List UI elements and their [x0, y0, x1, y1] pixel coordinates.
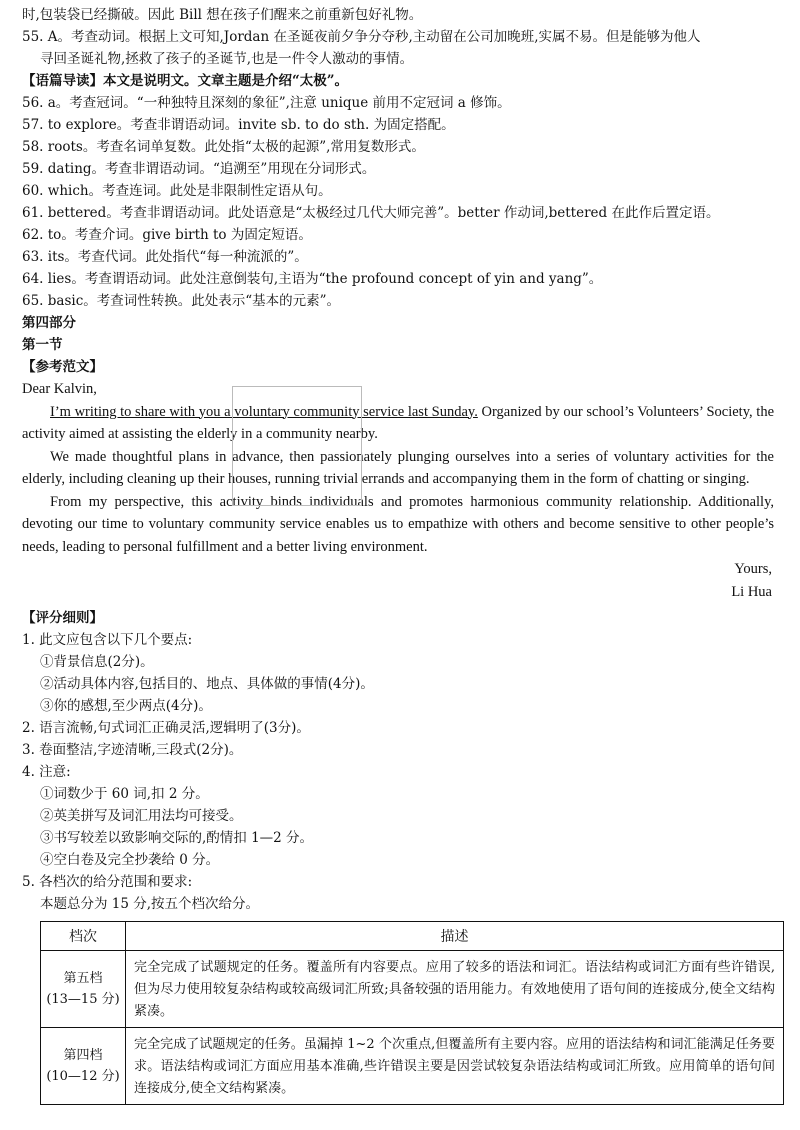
essay-closing: Yours, [734, 561, 772, 577]
essay-paragraph-3: From my perspective, this activity binds individuals and promotes harmonious community relationship. Additionally, devoting our time to voluntary community service enables us to empathize with others and become sensitive to other people’s needs, leading to personal fulfillment and a better living environment. [22, 493, 774, 555]
scoring-item-1: 1. 此文应包含以下几个要点: [22, 632, 193, 648]
section-heading: 第四部分 [22, 315, 76, 331]
scoring-item-2: 2. 语言流畅,句式词汇正确灵活,逻辑明了(3分)。 [22, 720, 310, 736]
table-cell-desc: 完全完成了试题规定的任务。覆盖所有内容要点。应用了较多的语法和词汇。语法结构或词汇方面有些许错误,但为尽力使用较复杂结构或较高级词汇所致;具备较强的语用能力。有效地使用了语句间的连接成分,使全文结构紧凑。 [126, 951, 784, 1028]
answer-60: 60. which。考查连词。此处是非限制性定语从句。 [22, 183, 332, 199]
level-name: 第四档 [63, 1048, 103, 1063]
table-cell-level [41, 1028, 126, 1105]
scoring-item-4: 4. 注意: [22, 764, 71, 780]
scoring-item-3: 3. 卷面整洁,字迹清晰,三段式(2分)。 [22, 742, 243, 758]
table-header-level: 档次 [41, 922, 126, 951]
level-range: (10—12 分) [46, 1069, 120, 1084]
answer-56: 56. a。考查冠词。“一种独特且深刻的象征”,注意 unique 前用不定冠词 a 修饰。 [22, 95, 511, 111]
answer-64: 64. lies。考查谓语动词。此处注意倒装句,主语为“the profound concept of yin and yang”。 [22, 271, 603, 287]
table-row [41, 1028, 784, 1105]
table-header-desc: 描述 [126, 922, 784, 951]
essay-p1-rest: Organized by our school’s Volunteers’ Society, the activity aimed at assisting the elderly in a community nearby. [22, 403, 775, 442]
table-cell-desc: 完全完成了试题规定的任务。虽漏掉 1~2 个次重点,但覆盖所有主要内容。应用的语法结构和词汇能满足任务要求。语法结构或词汇方面应用基本准确,些许错误主要是因尝试较复杂语法结构或词汇所致。应用简单的语句间连接成分,使全文结构紧凑。 [126, 1028, 784, 1105]
scoring-subitem: ①词数少于 60 词,扣 2 分。 [40, 786, 209, 802]
essay-paragraph-2: We made thoughtful plans in advance, then passionately plunging ourselves into a series of voluntary activities for the elderly, including cleaning up their houses, running trivial errands and accompanying them in the form of chatting or singing. [22, 448, 774, 487]
answer-58: 58. roots。考查名词单复数。此处指“太极的起源”,常用复数形式。 [22, 139, 425, 155]
scoring-subitem: ③你的感想,至少两点(4分)。 [40, 698, 212, 714]
scoring-title: 【评分细则】 [22, 610, 103, 626]
table-cell-level [41, 951, 126, 1028]
scoring-subitem: ④空白卷及完全抄袭给 0 分。 [40, 852, 220, 868]
answer-62: 62. to。考查介词。give birth to 为固定短语。 [22, 227, 312, 243]
essay-underlined-sentence: I’m writing to share with you a voluntary community service last Sunday. [50, 403, 478, 420]
scoring-subitem: ①背景信息(2分)。 [40, 654, 154, 670]
answer-65: 65. basic。考查词性转换。此处表示“基本的元素”。 [22, 293, 341, 309]
stamp-box [232, 386, 362, 506]
scoring-item-5: 5. 各档次的给分范围和要求: [22, 874, 193, 890]
sample-essay [22, 378, 774, 603]
essay-signature: Li Hua [731, 583, 772, 600]
grading-table [40, 921, 784, 1105]
text-line: 时,包装袋已经撕破。因此 Bill 想在孩子们醒来之前重新包好礼物。 [22, 7, 423, 23]
scoring-note: 本题总分为 15 分,按五个档次给分。 [40, 896, 260, 912]
level-range: (13—15 分) [46, 992, 120, 1007]
answer-63: 63. its。考查代词。此处指代“每一种流派的”。 [22, 249, 308, 265]
passage-guide: 【语篇导读】本文是说明文。文章主题是介绍“太极”。 [22, 73, 349, 89]
answer-57: 57. to explore。考查非谓语动词。invite sb. to do sth. 为固定搭配。 [22, 117, 455, 133]
answer-55: 55. A。考查动词。根据上文可知,Jordan 在圣诞夜前夕争分夺秒,主动留在公司加晚班,实属不易。但是能够为他人 [22, 29, 701, 45]
answer-59: 59. dating。考查非谓语动词。“追溯至”用现在分词形式。 [22, 161, 376, 177]
document-page [22, 4, 774, 1105]
essay-paragraph-1 [22, 401, 774, 446]
table-row [41, 951, 784, 1028]
table-header-row [41, 922, 784, 951]
answer-61: 61. bettered。考查非谓语动词。此处语意是“太极经过几代大师完善”。better 作动词,bettered 在此作后置定语。 [22, 205, 720, 221]
scoring-subitem: ②活动具体内容,包括目的、地点、具体做的事情(4分)。 [40, 676, 374, 692]
essay-salutation: Dear Kalvin, [22, 381, 97, 397]
scoring-subitem: ③书写较差以致影响交际的,酌情扣 1—2 分。 [40, 830, 314, 846]
sample-essay-heading: 【参考范文】 [22, 359, 103, 375]
answer-55-cont: 寻回圣诞礼物,拯救了孩子的圣诞节,也是一件令人激动的事情。 [40, 51, 414, 67]
scoring-subitem: ②英美拼写及词汇用法均可接受。 [40, 808, 243, 824]
subsection-heading: 第一节 [22, 337, 63, 353]
level-name: 第五档 [63, 971, 103, 986]
